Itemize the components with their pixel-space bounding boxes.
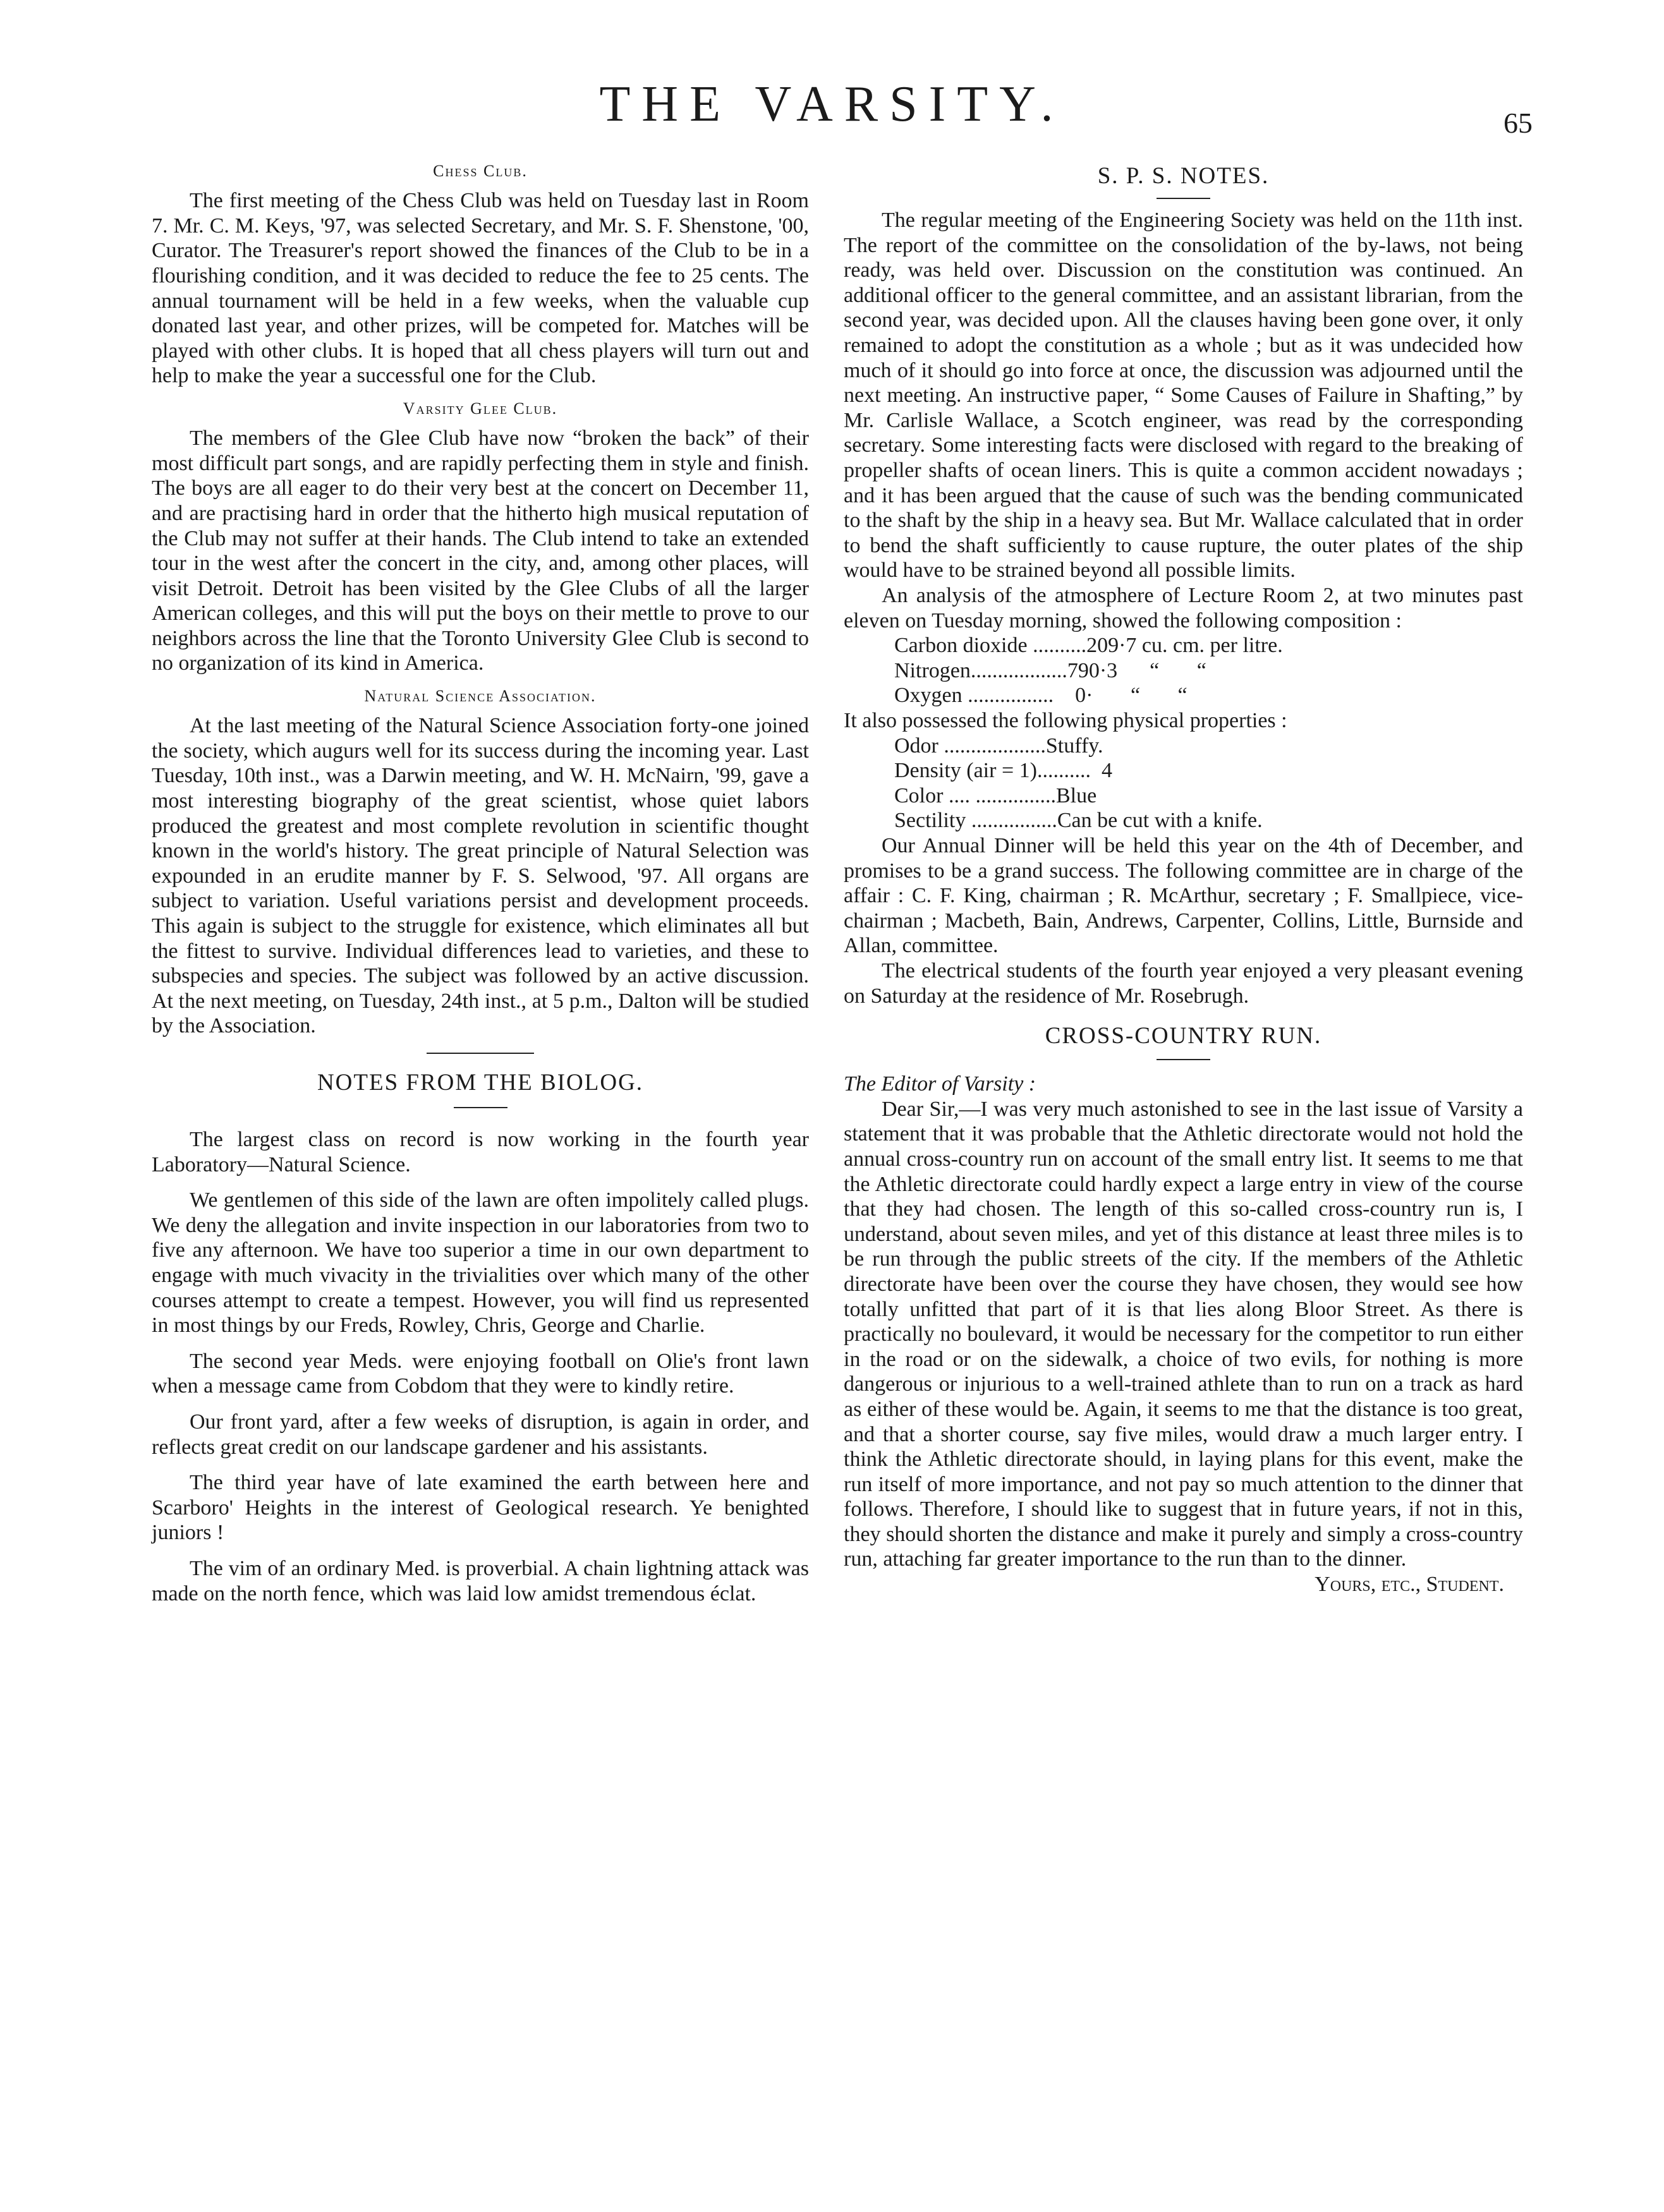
annual-dinner-text: Our Annual Dinner will be held this year on the 4th of December, and promises to be a grand success. The following committee are in charge of the affair : C. F. King, chairman ; R. McArthur, secretary ; F. Smallpiece, vice-chairman ; Macbeth, Bain, Andrews, Carpenter, Collins, Little, Burnside and Allan, committee. [844,833,1523,958]
section-divider [427,1053,534,1054]
sps-notes-heading: S. P. S. NOTES. [1097,163,1270,189]
analysis-intro: An analysis of the atmosphere of Lecture Room 2, at two minutes past eleven on Tuesday morning, showed the following composition : [844,584,1523,632]
property-row: Sectility ................Can be cut with a knife. [894,809,1263,833]
cross-country-heading: CROSS-COUNTRY RUN. [1045,1023,1322,1049]
biolog-heading: NOTES FROM THE BIOLOG. [317,1069,644,1096]
composition-row: Carbon dioxide ..........209·7 cu. cm. per litre. [894,634,1283,658]
properties-intro: It also possessed the following physical properties : [844,708,1287,732]
biolog-paragraph: Our front yard, after a few weeks of disruption, is again in order, and reflects great credit on our landscape gardener and his assistants. [152,1410,809,1459]
composition-row: Nitrogen..................790·3 “ “ [894,658,1206,682]
left-column [152,161,809,1617]
biolog-paragraph: We gentlemen of this side of the lawn are often impolitely called plugs. We deny the allegation and invite inspection in our laboratories from two to five any afternoon. We have too superior a time in our own department to engage with much vivacity in the trivialities over which many of the other courses attempt to create a tempest. However, you will find us represented in most things by our Freds, Rowley, Chris, George and Charlie. [152,1188,809,1338]
biolog-notes [152,1127,809,1606]
composition-table [894,633,1523,708]
page-number: 65 [1503,107,1533,139]
right-column [844,161,1523,1597]
biolog-paragraph: The vim of an ordinary Med. is proverbial. A chain lightning attack was made on the north fence, which was laid low amidst tremendous éclat. [152,1556,809,1605]
chess-club-heading: Chess Club. [433,162,528,180]
biolog-paragraph: The largest class on record is now working in the fourth year Laboratory—Natural Science. [152,1128,809,1176]
glee-club-heading: Varsity Glee Club. [403,399,558,418]
heading-rule [1157,1059,1210,1060]
masthead-title: THE VARSITY. [599,76,1065,132]
biolog-paragraph: The third year have of late examined the earth between here and Scarboro' Heights in the interest of Geological research. Ye benighted juniors ! [152,1471,809,1545]
composition-row: Oxygen ................ 0· “ “ [894,684,1187,708]
biolog-paragraph: The second year Meds. were enjoying football on Olie's front lawn when a message came from Cobdom that they were to kindly retire. [152,1349,809,1398]
property-row: Density (air = 1).......... 4 [894,759,1112,783]
natural-science-text: At the last meeting of the Natural Science Association forty-one joined the society, which augurs well for its success during the incoming year. Last Tuesday, 10th inst., was a Darwin meeting, and W. H. McNairn, '99, gave a most interesting biography of the great scientist, whose quiet labors produced the greatest and most complete revolution in scientific thought known in the world's history. The great principle of Natural Selection was expounded in an erudite manner by F. S. Selwood, '97. All organs are subject to variation. Useful variations persist and development proceeds. This again is subject to the struggle for existence, which eliminates all but the fittest to survive. Individual differences lead to varieties, and these to subspecies and species. The subject was followed by an active discussion. At the next meeting, on Tuesday, 24th inst., at 5 p.m., Dalton will be studied by the Association. [152,714,809,1038]
letter-signature: Yours, etc., Student. [1315,1573,1504,1597]
glee-club-text: The members of the Glee Club have now “broken the back” of their most difficult part songs, and are rapidly perfecting them in style and finish. The boys are all eager to do their very best at the concert on December 11, and are practising hard in order that the hitherto high musical reputation of the Club may not suffer at their hands. The Club intend to take an extended tour in the west after the concert in the city, and, among other places, will visit Detroit. Detroit has been visited by the Glee Clubs of all the larger American colleges, and this will put the boys on their mettle to prove to our neighbors across the line that the Toronto University Glee Club is second to no organization of its kind in America. [152,426,809,675]
sps-notes-text: The regular meeting of the Engineering Society was held on the 11th inst. The report of the committee on the consolidation of the by-laws, not being ready, was held over. Discussion on the constitution was continued. An additional officer to the general committee, and an assistant librarian, from the second year, was decided upon. All the clauses having been gone over, it only remained to adopt the constitution as a whole ; but as it was undecided how much of it should go into force at once, the discussion was adjourned until the next meeting. An instructive paper, “ Some Causes of Failure in Shafting,” by Mr. Carlisle Wallace, a Scotch engineer, was read by the corresponding secretary. Some interesting facts were disclosed with regard to the breaking of propeller shafts of ocean liners. This is quite a common accident nowadays ; and it has been argued that the cause of such was the bending communicated to the shaft by the ship in a heavy sea. But Mr. Wallace calculated that in order to bend the shaft sufficiently to cause rupture, the outer plates of the ship would have to be strained beyond all possible limits. [844,209,1523,583]
heading-rule [1157,198,1210,199]
heading-rule [454,1107,507,1108]
letter-salutation: The Editor of Varsity : [844,1072,1036,1096]
properties-table [894,734,1523,833]
electrical-students-text: The electrical students of the fourth year enjoyed a very pleasant evening on Saturday at the residence of Mr. Rosebrugh. [844,958,1523,1008]
chess-club-text: The first meeting of the Chess Club was held on Tuesday last in Room 7. Mr. C. M. Keys, '97, was selected Secretary, and Mr. S. F. Shenstone, '00, Curator. The Treasurer's report showed the finances of the Club to be in a flourishing condition, and it was decided to reduce the fee to 25 cents. The annual tournament will be held in a few weeks, when the valuable cup donated last year, and other prizes, will be competed for. Matches will be played with other clubs. It is hoped that all chess players will turn out and help to make the year a successful one for the Club. [152,189,809,388]
property-row: Color .... ...............Blue [894,783,1097,807]
cross-country-letter: Dear Sir,—I was very much astonished to see in the last issue of Varsity a statement that it was probable that the Athletic directorate would not hold the annual cross-country run on account of the small entry list. It seems to me that the Athletic directorate could hardly expect a large entry in view of the course that they had chosen. The length of this so-called cross-country run is, I understand, about seven miles, and yet of this distance at least three miles is to be run through the public streets of the city. If the members of the Athletic directorate have been over the course they have chosen, they would see how totally unfitted that part of it is that lies along Bloor Street. As there is practically no boulevard, it would be necessary for the competitor to run either in the road or on the sidewalk, a choice of two evils, for nothing is more dangerous or injurious to a well-trained athlete than to run on a track as hard as either of these would be. Again, it seems to me that the distance is too great, and that a shorter course, say five miles, would draw a much larger entry. I think the Athletic directorate should, in laying plans for this event, make the run itself of more importance, and not pay so much attention to the dinner that follows. Therefore, I should like to suggest that in future years, if not in this, they should shorten the distance and make it purely and simply a cross-country run, attaching far greater importance to the run than to the dinner. [844,1097,1523,1571]
property-row: Odor ...................Stuffy. [894,734,1103,758]
natural-science-heading: Natural Science Association. [364,687,597,706]
